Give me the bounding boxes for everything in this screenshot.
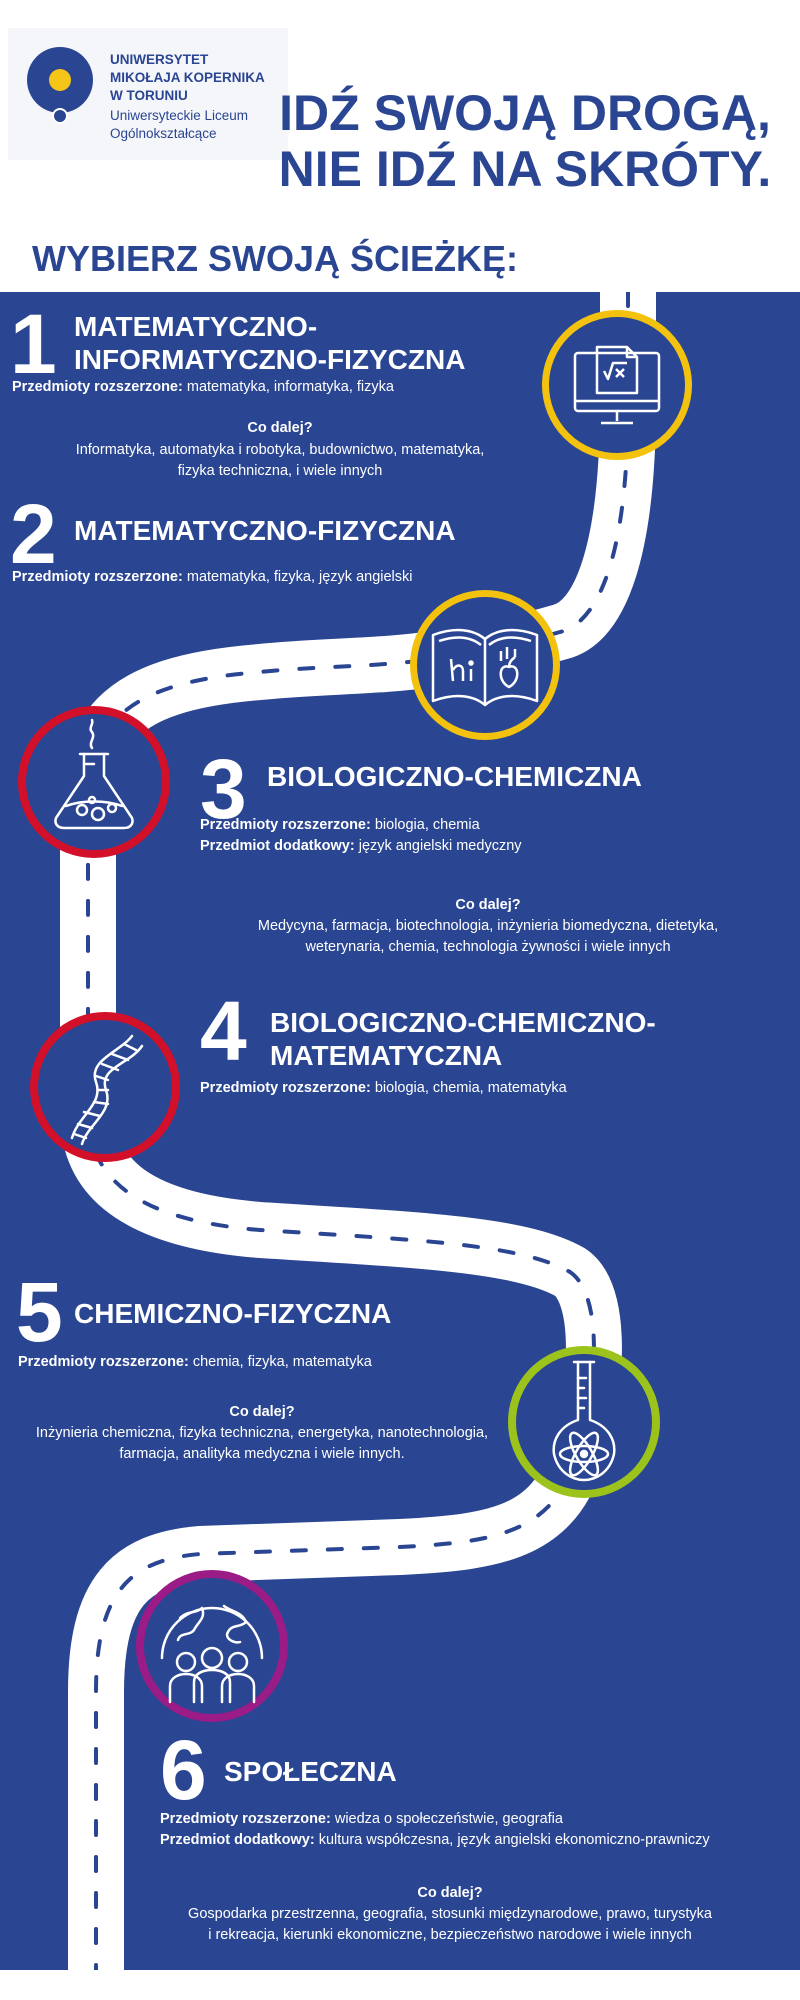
track-2-subjects-value: matematyka, fizyka, język angielski [186,569,413,585]
track-6-icon-circle [136,1570,288,1722]
tracks-section [0,292,800,1970]
track-2-subjects [12,569,413,585]
track-3-title-line1: BIOLOGICZNO-CHEMICZNA [267,761,642,792]
track-1-number: 1 [10,297,57,391]
track-6-title-line1: SPOŁECZNA [224,1756,397,1787]
dna-icon [38,1020,172,1154]
track-2-icon-circle [410,590,560,740]
track-5-next-label: Co dalej? [229,1404,295,1420]
chemistry-flask-icon [26,714,162,850]
headline-line2: NIE IDŹ NA SKRÓTY. [278,141,772,197]
track-3-subjects [200,817,480,833]
track-6-subjects [160,1811,563,1827]
track-1-title-line1: MATEMATYCZNO- [74,311,318,342]
track-4-icon-circle [30,1012,180,1162]
track-5-number: 5 [16,1265,63,1359]
university-emblem-icon [26,46,98,126]
track-6-extra [160,1832,710,1848]
track-5-next-line2: farmacja, analityka medyczna i wiele innych. [119,1446,405,1462]
track-1-subjects-value: matematyka, informatyka, fizyka [186,379,394,395]
track-3-extra-label: Przedmiot dodatkowy: [200,838,355,854]
track-4-number: 4 [200,984,247,1078]
track-1-subjects [12,379,394,395]
track-6-next-line2: i rekreacja, kierunki ekonomiczne, bezpieczeństwo narodowe i wiele innych [208,1927,692,1943]
track-4-subjects [200,1080,567,1096]
university-logo [8,28,288,160]
track-3-next-label: Co dalej? [455,897,521,913]
track-3-extra [200,838,522,854]
computer-math-icon [549,317,685,453]
track-6-next-label: Co dalej? [417,1885,483,1901]
logo-text-line5: Ogólnokształcące [110,126,217,141]
track-5-title-line1: CHEMICZNO-FIZYCZNA [74,1298,392,1329]
track-4-subjects-value: biologia, chemia, matematyka [374,1080,567,1096]
track-3-next-line1: Medycyna, farmacja, biotechnologia, inżynieria biomedyczna, dietetyka, [257,918,719,934]
bottom-margin [0,1970,800,2000]
track-5-subjects [18,1354,372,1370]
track-5-subjects-value: chemia, fizyka, matematyka [192,1354,372,1370]
track-6-number: 6 [160,1723,207,1817]
track-3-icon-circle [18,706,170,858]
logo-text-line2: MIKOŁAJA KOPERNIKA [110,70,265,85]
open-book-icon [417,597,553,733]
track-1-next-line1: Informatyka, automatyka i robotyka, budownictwo, matematyka, [75,442,485,458]
track-6-extra-value: kultura współczesna, język angielski ekonomiczno-prawniczy [318,1832,710,1848]
track-5-next-line1: Inżynieria chemiczna, fizyka techniczna, energetyka, nanotechnologia, [35,1425,489,1441]
globe-people-icon [144,1578,280,1714]
track-6-subjects-label: Przedmioty rozszerzone: [160,1811,331,1827]
track-6-extra-label: Przedmiot dodatkowy: [160,1832,315,1848]
track-5-subjects-label: Przedmioty rozszerzone: [18,1354,189,1370]
track-3-subjects-label: Przedmioty rozszerzone: [200,817,371,833]
track-5-icon-circle [508,1346,660,1498]
logo-text-line4: Uniwersyteckie Liceum [110,108,249,123]
logo-text-line1: UNIWERSYTET [110,52,209,67]
track-2-subjects-label: Przedmioty rozszerzone: [12,569,183,585]
track-2-number: 2 [10,487,57,581]
track-3-subjects-value: biologia, chemia [374,817,480,833]
track-1-next-line2: fizyka techniczna, i wiele innych [177,463,383,479]
track-2-title-line1: MATEMATYCZNO-FIZYCZNA [74,515,456,546]
track-6-next-line1: Gospodarka przestrzenna, geografia, stosunki międzynarodowe, prawo, turystyka [188,1906,712,1922]
track-3-extra-value: język angielski medyczny [358,838,522,854]
headline-line1: IDŹ SWOJĄ DROGĄ, [279,85,771,141]
track-3-next-line2: weterynaria, chemia, technologia żywności i wiele innych [305,939,671,955]
logo-text-line3: W TORUNIU [110,88,188,103]
atom-flask-icon [516,1354,652,1490]
track-1-subjects-label: Przedmioty rozszerzone: [12,379,183,395]
choose-path-heading: WYBIERZ SWOJĄ ŚCIEŻKĘ: [32,238,519,279]
track-4-subjects-label: Przedmioty rozszerzone: [200,1080,371,1096]
track-1-next-label: Co dalej? [247,420,313,436]
page-header [0,0,800,292]
track-6-subjects-value: wiedza o społeczeństwie, geografia [334,1811,563,1827]
track-4-title-line1: BIOLOGICZNO-CHEMICZNO- [270,1007,656,1038]
track-4-title-line2: MATEMATYCZNA [270,1040,503,1071]
track-1-title-line2: INFORMATYCZNO-FIZYCZNA [74,344,466,375]
track-1-icon-circle [542,310,692,460]
track-3-number: 3 [200,742,247,836]
